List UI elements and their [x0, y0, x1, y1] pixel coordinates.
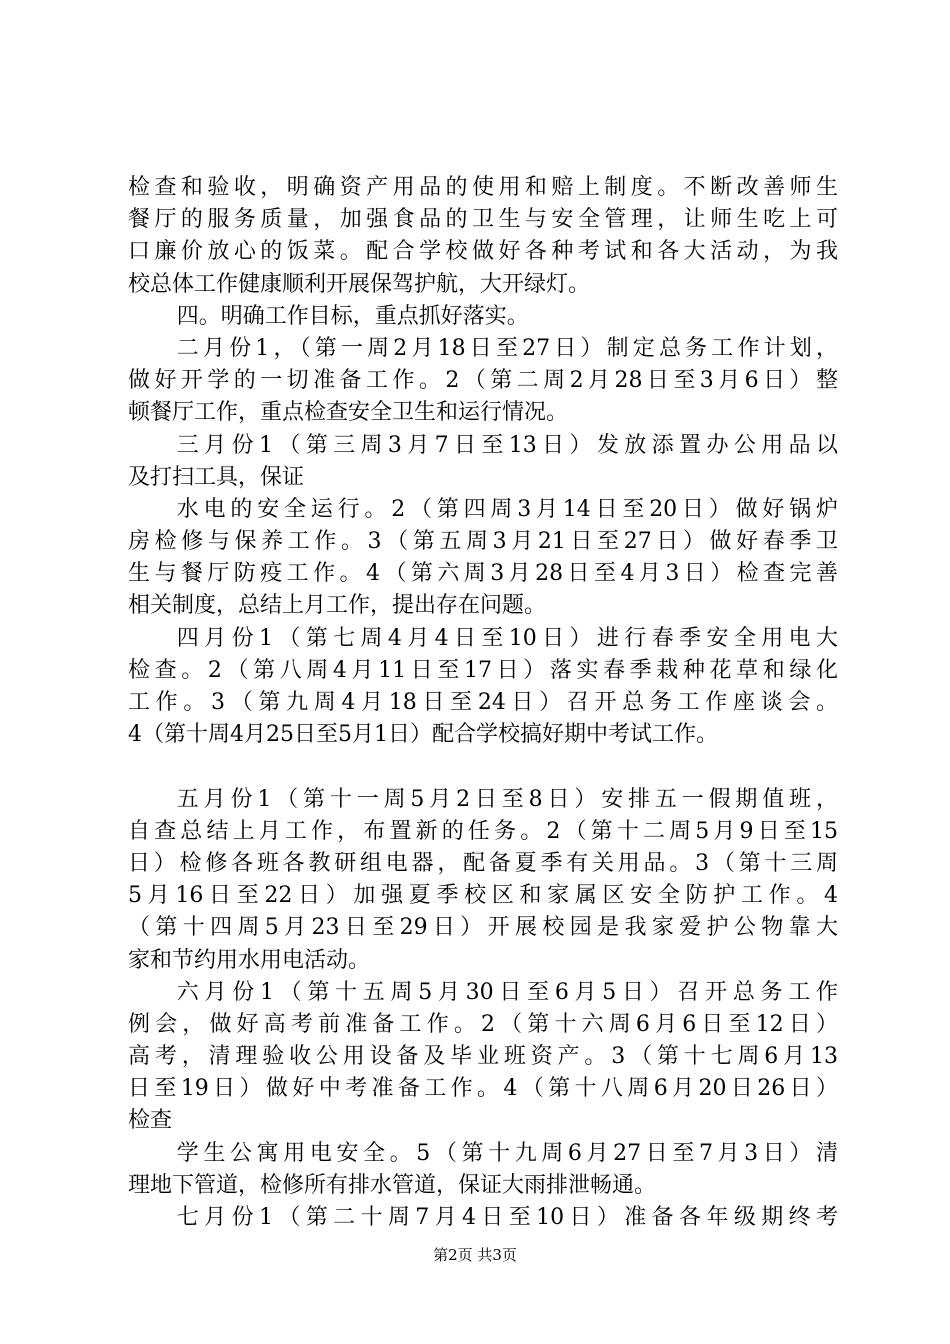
text-line: 二月份1，（第一周2月18日至27日）制定总务工作计划，: [176, 335, 838, 361]
text-line: 做好开学的一切准备工作。2（第二周2月28日至3月6日）整: [128, 368, 838, 394]
text-line: 四。明确工作目标，重点抓好落实。: [176, 303, 529, 329]
text-line: 日至19日）做好中考准备工作。4（第十八周6月20日26日）: [128, 1076, 838, 1102]
text-line: 检查和验收，明确资产用品的使用和赔上制度。不断改善师生: [128, 175, 838, 200]
text-line: 日）检修各班各教研组电器，配备夏季有关用品。3（第十三周: [128, 850, 838, 876]
text-line: 校总体工作健康顺利开展保驾护航，大开绿灯。: [128, 271, 591, 297]
text-line: 理地下管道，检修所有排水管道，保证大雨排泄畅通。: [128, 1172, 657, 1198]
text-line: （第十四周5月23日至29日）开展校园是我家爱护公物靠大: [128, 915, 838, 941]
text-line: 高考，清理验收公用设备及毕业班资产。3（第十七周6月13: [128, 1044, 838, 1070]
text-line: 5月16日至22日）加强夏季校区和家属区安全防护工作。4: [128, 883, 838, 909]
page-footer: 第2页 共3页: [433, 1246, 517, 1264]
text-line: 家和节约用水用电活动。: [128, 947, 371, 973]
text-line: 房检修与保养工作。3（第五周3月21日至27日）做好春季卫: [128, 529, 838, 555]
document-body: [128, 172, 838, 1234]
text-line: 六月份1（第十五周5月30日至6月5日）召开总务工作: [176, 979, 838, 1005]
text-line: 检查: [128, 1108, 173, 1134]
text-line: 学生公寓用电安全。5（第十九周6月27日至7月3日）清: [176, 1140, 838, 1166]
text-line: 生与餐厅防疫工作。4（第六周3月28日至4月3日）检查完善: [128, 561, 838, 587]
text-line: 四月份1（第七周4月4日至10日）进行春季安全用电大: [176, 625, 838, 651]
text-line: 自查总结上月工作，布置新的任务。2（第十二周5月9日至15: [128, 818, 838, 844]
text-line: 口廉价放心的饭菜。配合学校做好各种考试和各大活动，为我: [128, 239, 838, 265]
text-line: 及打扫工具，保证: [128, 464, 305, 490]
text-line: 顿餐厅工作，重点检查安全卫生和运行情况。: [128, 400, 569, 426]
text-line: 七月份1（第二十周7月4日至10日）准备各年级期终考: [176, 1205, 838, 1230]
text-line: 工作。3（第九周4月18日至24日）召开总务工作座谈会。: [128, 690, 838, 715]
text-line: 五月份1（第十一周5月2日至8日）安排五一假期值班，: [176, 786, 838, 812]
text-line: 相关制度，总结上月工作，提出存在问题。: [128, 593, 547, 619]
text-line: 例会，做好高考前准备工作。2（第十六周6月6日至12日）: [128, 1011, 838, 1037]
text-line: 水电的安全运行。2（第四周3月14日至20日）做好锅炉: [176, 496, 838, 522]
text-line: [128, 751, 838, 783]
text-line: 餐厅的服务质量，加强食品的卫生与安全管理，让师生吃上可: [128, 207, 838, 233]
text-line: 三月份1（第三周3月7日至13日）发放添置办公用品以: [176, 432, 838, 458]
text-line: 4（第十周4月25日至5月1日）配合学校搞好期中考试工作。: [128, 722, 718, 748]
text-line: 检查。2（第八周4月11日至17日）落实春季栽种花草和绿化: [128, 657, 838, 683]
